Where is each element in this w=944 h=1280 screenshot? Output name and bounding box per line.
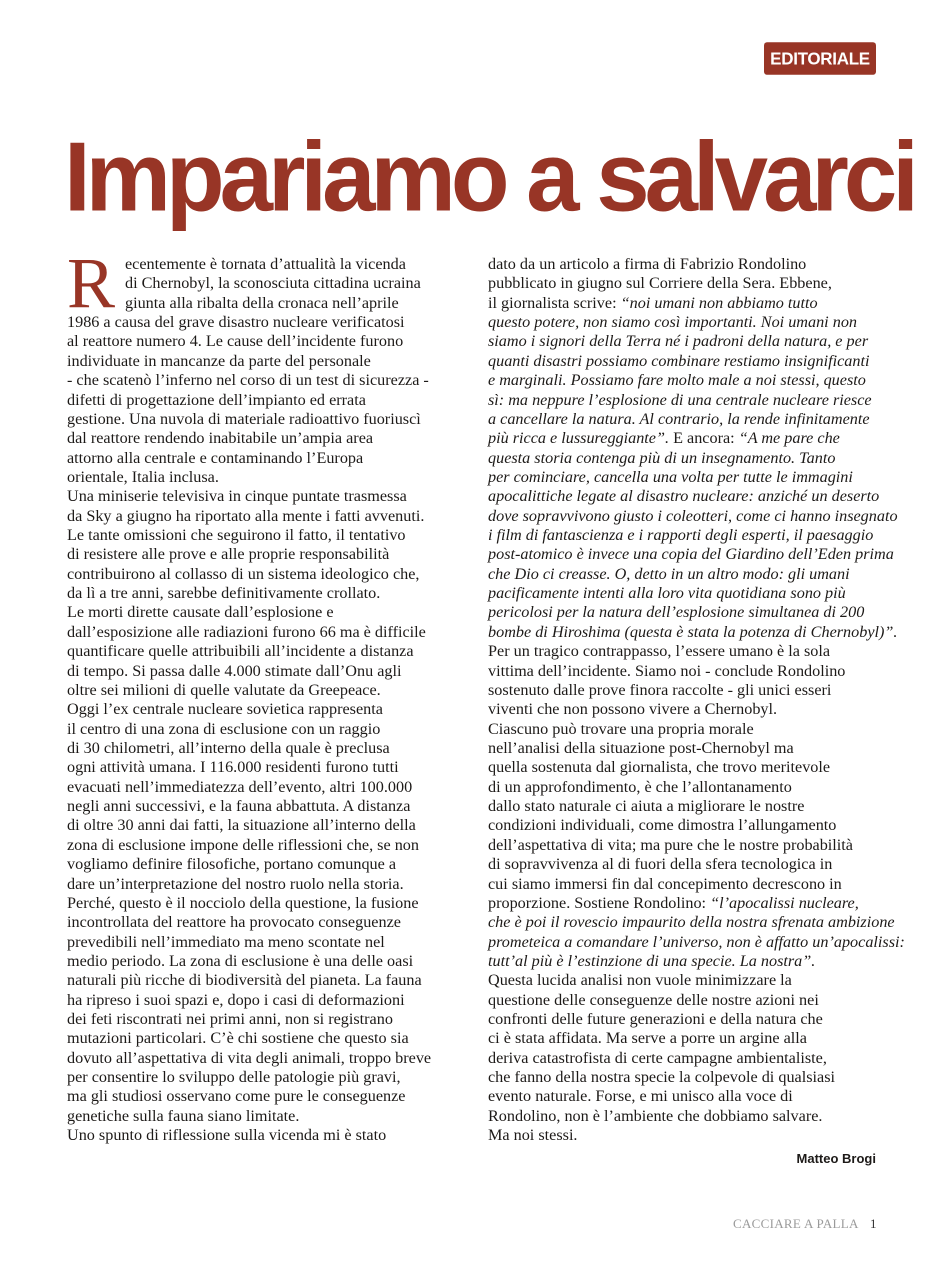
quote-segment: siamo i signori della Terra né i padroni della natura, e per [488,332,869,351]
quote-segment: dove sopravvivono giusto i coleotteri, come ci hanno insegnato [488,506,898,525]
text-line [488,622,898,642]
text-segment: dallo stato naturale ci aiuta a migliorare le nostre [488,797,805,816]
text-line [488,1068,880,1087]
text-line: medio periodo. La zona di esclusione è una delle oasi [67,951,414,970]
text-segment: E ancora: [669,429,739,448]
text-line: - che scatenò l’inferno nel corso di un test di sicurezza - [67,371,429,390]
text-line [488,1049,880,1068]
section-label: EDITORIALE [764,42,876,75]
text-segment: pubblicato in giugno sul Corriere della Sera. Ebbene, [488,274,832,293]
right-column-text [488,255,905,1146]
text-line [488,894,880,913]
text-line [488,855,880,874]
text-line: naturali più ricche di biodiversità del pianeta. La fauna [67,971,422,990]
quote-segment: per cominciare, cancella una volta per tutte le immagini [488,467,853,486]
text-line: di Chernobyl, la sconosciuta cittadina ucraina [125,274,421,293]
text-line [488,391,880,410]
text-line: Una miniserie televisiva in cinque puntate trasmessa [67,487,407,506]
text-line: al reattore numero 4. Le cause dell’incidente furono [67,332,404,351]
quote-segment: quanti disastri possiamo combinare restiamo insignificanti [488,351,870,370]
text-line [488,739,880,758]
text-line: dovuto all’aspettativa di vita degli animali, troppo breve [67,1048,432,1067]
text-line: di 30 chilometri, all’interno della quale è preclusa [67,738,390,757]
text-segment: cui siamo immersi fin dal concepimento decrescono in [488,874,842,893]
text-line: dare un’interpretazione del nostro ruolo nella storia. [67,874,404,893]
text-line [488,332,880,351]
text-segment: confronti delle future generazioni e della natura che [488,1010,823,1029]
text-line: attorno alla centrale e contaminando l’Europa [67,448,364,467]
text-line [488,778,880,797]
text-line [488,352,880,371]
text-line [488,758,880,777]
text-line [488,932,905,952]
text-segment: il giornalista scrive: [488,293,621,312]
text-line [488,429,880,448]
text-line: negli anni successivi, e la fauna abbattuta. A distanza [67,797,411,816]
quote-segment: prometeica a comandare l’universo, non è affatto un’apocalissi: [488,932,905,951]
text-line [488,952,880,971]
text-line [488,816,880,835]
text-line: mutazioni particolari. C’è chi sostiene che questo sia [67,1029,409,1048]
text-line [488,662,880,681]
text-line: Perché, questo è il nocciolo della questione, la fusione [67,893,419,912]
text-line [488,526,880,545]
text-line [488,255,880,274]
text-segment: di un approfondimento, è che l’allontanamento [488,777,792,796]
text-line [488,1010,880,1029]
text-line: 1986 a causa del grave disastro nucleare verificatosi [67,313,405,332]
text-segment: Ciascuno può trovare una propria morale [488,719,754,738]
text-line: ogni attività umana. I 116.000 residenti furono tutti [67,758,399,777]
text-line [488,487,880,506]
quote-segment: sì: ma neppure l’esplosione di una centrale nucleare riesce [488,390,872,409]
text-segment: condizioni individuali, come dimostra l’allungamento [488,816,837,835]
quote-segment: apocalittiche legate al disastro nucleare: anziché un deserto [488,487,880,506]
article-column-right [488,255,905,1146]
text-line: difetti di progettazione dell’impianto ed errata [67,390,366,409]
text-segment: quella sostenuta dal giornalista, che trovo meritevole [488,758,831,777]
text-segment: Per un tragico contrappasso, l’essere umano è la sola [488,642,831,661]
quote-segment: che è poi il rovescio impaurito della nostra sfrenata ambizione [488,913,895,932]
quote-segment: “noi umani non abbiamo tutto [620,293,818,312]
text-line: gestione. Una nuvola di materiale radioattivo fuoriuscì [67,409,421,428]
quote-segment: post-atomico è invece una copia del Giardino dell’Eden prima [488,545,894,564]
text-line [488,700,880,719]
text-segment: che fanno della nostra specie la colpevole di qualsiasi [488,1068,836,1087]
text-line [488,681,880,700]
text-line [488,1029,880,1048]
article-column-left [67,243,459,1146]
text-segment: questione delle conseguenze delle nostre azioni nei [488,990,819,1009]
text-line [488,410,880,429]
text-line [488,797,880,816]
text-line: prevedibili nell’immediato ma meno scontate nel [67,932,385,951]
quote-segment: “A me pare che [738,429,840,448]
text-line [488,294,880,313]
text-segment: proporzione. Sostiene Rondolino: [488,893,711,912]
quote-segment: a cancellare la natura. Al contrario, la rende infinitamente [488,409,870,428]
text-line [488,468,880,487]
text-line: individuate in mancanze da parte del personale [67,351,371,370]
quote-segment: pericolosi per la natura dell’esplosione simultanea di 200 [488,603,865,622]
text-segment: di sopravvivenza al di fuori della sfera tecnologica in [488,855,833,874]
quote-segment: e marginali. Possiamo fare molto male a noi stessi, questo [488,371,866,390]
text-line: ecentemente è tornata d’attualità la vicenda [125,255,406,273]
text-line: evacuati nell’immediatezza dell’evento, altri 100.000 [67,777,413,796]
text-segment: Questa lucida analisi non vuole minimizzare la [488,971,792,990]
text-line: giunta alla ribalta della cronaca nell’aprile [125,293,399,312]
text-segment: dell’aspettativa di vita; ma pure che le nostre probabilità [488,835,853,854]
text-line [488,506,898,526]
left-column-text [67,243,459,1146]
text-line: ha ripreso i suoi spazi e, dopo i casi di deformazioni [67,990,405,1009]
text-line: zona di esclusione impone delle riflessioni che, se non [67,835,419,854]
text-segment: deriva catastrofista di certe campagne ambientaliste, [488,1048,827,1067]
text-segment: nell’analisi della situazione post-Chernobyl ma [488,738,794,757]
text-line: di tempo. Si passa dalle 4.000 stimate dall’Onu agli [67,661,402,680]
quote-segment: che Dio ci creasse. O, detto in un altro modo: gli umani [488,564,850,583]
text-line: vogliamo definire filosofiche, portano comunque a [67,855,397,874]
text-line: quantificare quelle attribuibili all’incidente a distanza [67,642,414,661]
text-line: Le morti dirette causate dall’esplosione e [67,603,334,622]
text-line [488,584,880,603]
text-line: di oltre 30 anni dai fatti, la situazione all’interno della [67,816,416,835]
text-line [488,371,880,390]
quote-segment: questa storia contenga più di un insegnamento. Tanto [488,448,836,467]
text-line: il centro di una zona di esclusione con un raggio [67,719,381,738]
text-line [488,971,880,990]
text-segment: evento naturale. Forse, e mi unisco alla voce di [488,1087,793,1106]
text-line: per consentire lo sviluppo delle patologie più gravi, [67,1068,401,1087]
text-line [488,565,880,584]
text-line [488,642,880,661]
text-line [488,836,880,855]
text-line: oltre sei milioni di quelle valutate da Greepeace. [67,680,381,699]
quote-segment: pacificamente intenti alla loro vita quotidiana sono più [488,584,846,603]
quote-segment: più ricca e lussureggiante”. [488,429,670,448]
text-segment: Ma noi stessi. [488,1126,578,1145]
quote-segment: questo potere, non siamo così importanti. Noi umani non [488,313,858,332]
text-line [488,274,880,293]
text-line [488,313,880,332]
text-line: orientale, Italia inclusa. [67,467,219,486]
page-number: 1 [870,1216,877,1231]
text-line: Oggi l’ex centrale nucleare sovietica rappresenta [67,700,383,719]
author-signature: Matteo Brogi [796,1151,876,1166]
text-line: Uno spunto di riflessione sulla vicenda mi è stato [67,1126,387,1145]
text-line [488,1107,880,1126]
text-segment: viventi che non possono vivere a Chernobyl. [488,700,778,719]
text-line: contribuirono al collasso di un sistema ideologico che, [67,564,420,583]
text-line: genetiche sulla fauna siano limitate. [67,1106,300,1125]
text-line [488,913,895,932]
text-segment: ci è stata affidata. Ma serve a porre un argine alla [488,1029,807,1048]
text-line: da Sky a giugno ha riportato alla mente i fatti avvenuti. [67,506,425,525]
text-line [488,875,880,894]
quote-segment: tutt’al più è l’estinzione di una specie. La nostra”. [488,951,816,970]
quote-segment: “l’apocalissi nucleare, [710,893,859,912]
text-line: incontrollata del reattore ha provocato conseguenze [67,913,401,932]
text-line: di resistere alle prove e alle proprie responsabilità [67,545,390,564]
text-line [488,1087,880,1106]
text-line: dal reattore rendendo inabitabile un’ampia area [67,429,374,448]
text-line [488,991,880,1010]
text-segment: vittima dell’incidente. Siamo noi - conclude Rondolino [488,661,846,680]
text-line: ma gli studiosi osservano come pure le conseguenze [67,1087,406,1106]
text-segment: sostenuto dalle prove finora raccolte - gli unici esseri [488,680,832,699]
quote-segment: i film di fantascienza e i rapporti degli esperti, il paesaggio [488,526,874,545]
article-title: Impariamo a salvarci [64,122,914,233]
text-line: da lì a tre anni, sarebbe definitivamente crollato. [67,584,381,603]
text-segment: dato da un articolo a firma di Fabrizio Rondolino [488,255,807,273]
drop-cap: R [67,243,116,323]
text-segment: Rondolino, non è l’ambiente che dobbiamo salvare. [488,1106,823,1125]
text-line: dei feti riscontrati nei primi anni, non si registrano [67,1010,393,1029]
text-line: dall’esposizione alle radiazioni furono 66 ma è difficile [67,622,426,641]
text-line [488,545,894,564]
text-line [488,603,880,622]
quote-segment: bombe di Hiroshima (questa è stata la potenza di Chernobyl)”. [488,622,898,641]
text-line [488,1126,880,1145]
footer-publication: CACCIARE A PALLA [733,1216,859,1231]
text-line [488,720,880,739]
text-line: Le tante omissioni che seguirono il fatto, il tentativo [67,526,406,545]
text-line [488,449,880,468]
